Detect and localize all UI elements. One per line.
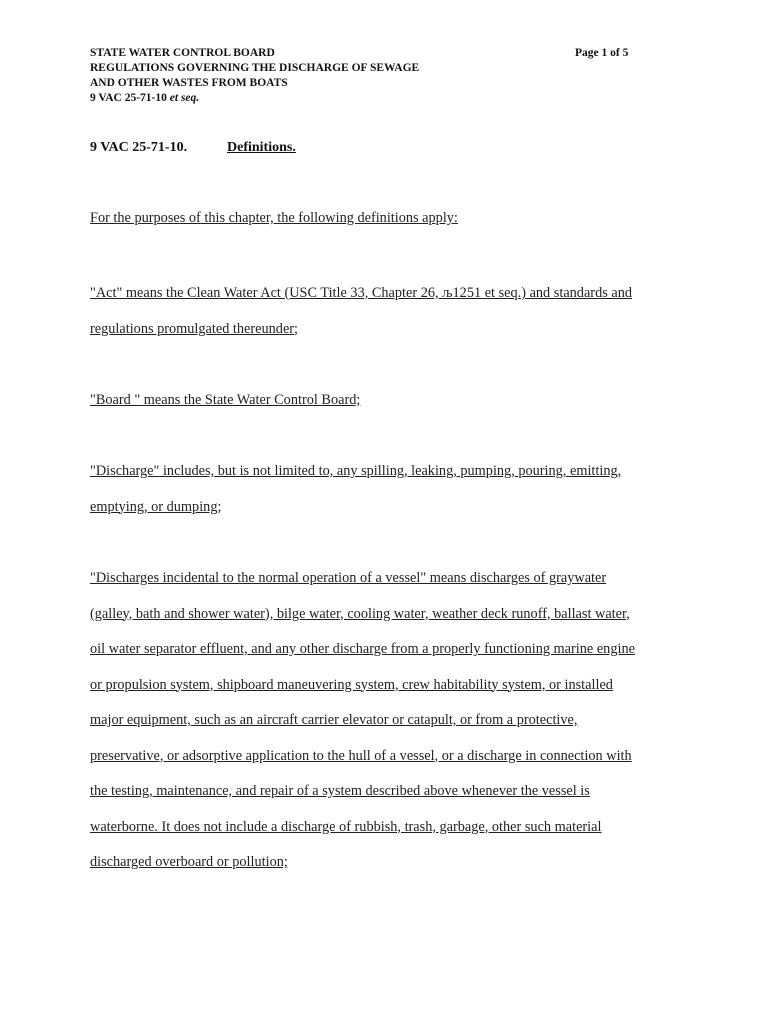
page-number: Page 1 of 5 xyxy=(575,47,629,59)
definition-board xyxy=(90,383,680,419)
definition-line: emptying, or dumping; xyxy=(90,498,222,515)
intro-paragraph: For the purposes of this chapter, the following definitions apply: xyxy=(90,210,458,226)
definition-line: "Board " means the State Water Control Board; xyxy=(90,392,361,408)
definition-line: major equipment, such as an aircraft carrier elevator or catapult, or from a protective, xyxy=(90,712,578,728)
header-title-block xyxy=(90,46,650,106)
definition-discharge xyxy=(90,454,680,525)
definition-line: waterborne. It does not include a discharge of rubbish, trash, garbage, other such material xyxy=(90,818,602,835)
definition-line: or propulsion system, shipboard maneuvering system, crew habitability system, or installed xyxy=(90,676,613,693)
section-heading xyxy=(90,140,296,156)
section-title: Definitions. xyxy=(227,140,296,155)
definition-act xyxy=(90,276,680,347)
header-agency: STATE WATER CONTROL BOARD xyxy=(90,47,275,59)
definition-line: preservative, or adsorptive application to the hull of a vessel, or a discharge in connection with xyxy=(90,747,632,764)
section-number: 9 VAC 25-71-10. xyxy=(90,140,188,155)
definition-line: "Act" means the Clean Water Act (USC Title 33, Chapter 26, љ1251 et seq.) and standards and xyxy=(90,285,632,301)
definition-line: the testing, maintenance, and repair of a system described above whenever the vessel is xyxy=(90,783,590,799)
document-header xyxy=(90,46,650,106)
definition-line: oil water separator effluent, and any other discharge from a properly functioning marine engine xyxy=(90,641,635,657)
header-regulation-title: REGULATIONS GOVERNING THE DISCHARGE OF SEWAGE xyxy=(90,62,420,74)
header-citation xyxy=(90,91,650,106)
definition-line: regulations promulgated thereunder; xyxy=(90,320,299,337)
citation-suffix: et seq. xyxy=(169,92,200,104)
definition-line: discharged overboard or pollution; xyxy=(90,854,288,870)
definition-line: (galley, bath and shower water), bilge water, cooling water, weather deck runoff, ballast water, xyxy=(90,605,630,622)
definition-line: "Discharge" includes, but is not limited to, any spilling, leaking, pumping, pouring, emitting, xyxy=(90,463,622,479)
definition-discharges-incidental xyxy=(90,561,680,881)
citation-main: 9 VAC 25-71-10 xyxy=(90,92,170,104)
definition-line: "Discharges incidental to the normal operation of a vessel" means discharges of graywater xyxy=(90,570,607,586)
header-regulation-subtitle: AND OTHER WASTES FROM BOATS xyxy=(90,77,288,89)
